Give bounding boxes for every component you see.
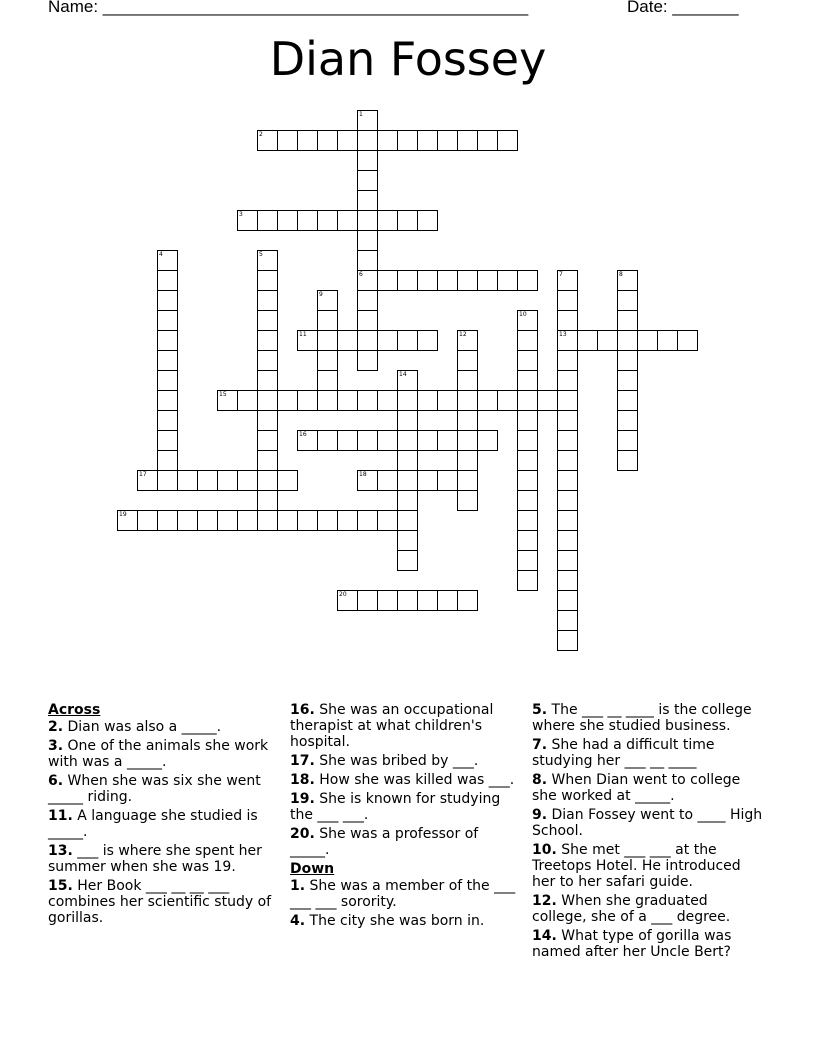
crossword-cell[interactable] (377, 210, 398, 231)
clue-down-10: 10. She met ___ ___ at the Treetops Hotel. He introduced her to her safari guide. (532, 842, 741, 890)
crossword-cell[interactable] (377, 270, 398, 291)
crossword-cell[interactable] (337, 210, 358, 231)
clue-number: 16 (299, 431, 307, 438)
clue-down-9: 9. Dian Fossey went to ____ High School. (532, 807, 763, 839)
crossword-cell[interactable] (297, 130, 318, 151)
page-title: Dian Fossey (269, 32, 547, 86)
crossword-cell[interactable] (257, 410, 278, 431)
crossword-cell[interactable] (457, 330, 478, 351)
crossword-cell[interactable] (557, 310, 578, 331)
crossword-cell[interactable] (517, 270, 538, 291)
crossword-cell[interactable] (317, 510, 338, 531)
crossword-cell[interactable] (357, 510, 378, 531)
crossword-cell[interactable] (417, 210, 438, 231)
crossword-cell[interactable] (517, 470, 538, 491)
crossword-cell[interactable] (357, 330, 378, 351)
crossword-cell[interactable] (457, 430, 478, 451)
crossword-cell[interactable] (617, 390, 638, 411)
crossword-cell[interactable] (357, 350, 378, 371)
crossword-cell[interactable] (437, 130, 458, 151)
crossword-cell[interactable] (397, 410, 418, 431)
crossword-cell[interactable] (457, 590, 478, 611)
clue-number: 11 (299, 331, 307, 338)
crossword-cell[interactable] (257, 270, 278, 291)
crossword-cell[interactable] (397, 130, 418, 151)
crossword-cell[interactable] (157, 330, 178, 351)
clue-number: 6 (359, 271, 363, 278)
clue-number: 7 (559, 271, 563, 278)
clue-number: 14 (399, 371, 407, 378)
clue-down-7: 7. She had a difficult time studying her ___ __ ____ (532, 737, 715, 769)
crossword-cell[interactable] (557, 270, 578, 291)
crossword-cell[interactable] (417, 590, 438, 611)
crossword-cell[interactable] (277, 130, 298, 151)
crossword-cell[interactable] (157, 370, 178, 391)
clue-down-1: 1. She was a member of the ___ ___ ___ sorority. (290, 878, 516, 910)
crossword-cell[interactable] (397, 390, 418, 411)
clue-across-3: 3. One of the animals she work with was a _____. (48, 738, 269, 770)
crossword-cell[interactable] (257, 470, 278, 491)
crossword-cell[interactable] (357, 250, 378, 271)
crossword-cell[interactable] (337, 590, 358, 611)
crossword-cell[interactable] (277, 510, 298, 531)
crossword-cell[interactable] (397, 430, 418, 451)
crossword-cell[interactable] (617, 310, 638, 331)
crossword-cell[interactable] (117, 510, 138, 531)
clue-down-8: 8. When Dian went to college she worked at _____. (532, 772, 741, 804)
crossword-cell[interactable] (357, 390, 378, 411)
clue-across-6: 6. When she was six she went _____ riding. (48, 773, 261, 805)
crossword-cell[interactable] (457, 270, 478, 291)
clue-number: 9 (319, 291, 323, 298)
crossword-cell[interactable] (377, 330, 398, 351)
crossword-cell[interactable] (517, 550, 538, 571)
crossword-cell[interactable] (357, 150, 378, 171)
crossword-cell[interactable] (517, 350, 538, 371)
crossword-cell[interactable] (257, 130, 278, 151)
crossword-cell[interactable] (317, 310, 338, 331)
crossword-cell[interactable] (337, 510, 358, 531)
crossword-cell[interactable] (297, 210, 318, 231)
crossword-cell[interactable] (317, 130, 338, 151)
crossword-cell[interactable] (377, 590, 398, 611)
crossword-cell[interactable] (457, 470, 478, 491)
clue-across-20: 20. She was a professor of _____. (290, 826, 479, 858)
crossword-cell[interactable] (277, 470, 298, 491)
clue-number: 2 (259, 131, 263, 138)
crossword-cell[interactable] (437, 470, 458, 491)
crossword-cell[interactable] (357, 110, 378, 131)
crossword-cell[interactable] (397, 270, 418, 291)
crossword-cell[interactable] (377, 470, 398, 491)
crossword-cell[interactable] (157, 270, 178, 291)
crossword-cell[interactable] (357, 210, 378, 231)
crossword-cell[interactable] (377, 390, 398, 411)
crossword-cell[interactable] (257, 510, 278, 531)
crossword-cell[interactable] (257, 350, 278, 371)
crossword-cell[interactable] (517, 430, 538, 451)
crossword-cell[interactable] (237, 390, 258, 411)
clue-number: 12 (459, 331, 467, 338)
clues-column-3 (532, 702, 764, 963)
crossword-cell[interactable] (397, 330, 418, 351)
crossword-cell[interactable] (197, 510, 218, 531)
crossword-cell[interactable] (617, 330, 638, 351)
crossword-cell[interactable] (397, 490, 418, 511)
across-heading: Across (48, 702, 101, 718)
crossword-cell[interactable] (417, 430, 438, 451)
crossword-cell[interactable] (497, 270, 518, 291)
crossword-cell[interactable] (517, 310, 538, 331)
crossword-cell[interactable] (557, 330, 578, 351)
clue-down-14: 14. What type of gorilla was named after her Uncle Bert? (532, 928, 732, 960)
crossword-cell[interactable] (457, 390, 478, 411)
crossword-cell[interactable] (277, 390, 298, 411)
crossword-cell[interactable] (557, 350, 578, 371)
crossword-cell[interactable] (217, 470, 238, 491)
crossword-cell[interactable] (217, 510, 238, 531)
crossword-cell[interactable] (257, 370, 278, 391)
clue-down-12: 12. When she graduated college, she of a ___ degree. (532, 893, 731, 925)
crossword-cell[interactable] (557, 550, 578, 571)
crossword-cell[interactable] (197, 470, 218, 491)
clues-column-2 (290, 702, 522, 932)
crossword-cell[interactable] (337, 390, 358, 411)
clue-number: 3 (239, 211, 243, 218)
crossword-cell[interactable] (157, 350, 178, 371)
crossword-cell[interactable] (617, 450, 638, 471)
crossword-cell[interactable] (297, 430, 318, 451)
crossword-cell[interactable] (517, 530, 538, 551)
crossword-cell[interactable] (417, 330, 438, 351)
crossword-cell[interactable] (557, 530, 578, 551)
crossword-cell[interactable] (217, 390, 238, 411)
crossword-cell[interactable] (357, 230, 378, 251)
crossword-cell[interactable] (397, 450, 418, 471)
crossword-cell[interactable] (437, 270, 458, 291)
crossword-cell[interactable] (517, 450, 538, 471)
crossword-cell[interactable] (557, 290, 578, 311)
clue-across-15: 15. Her Book ___ __ __ ___ combines her scientific study of gorillas. (48, 878, 272, 926)
crossword-cell[interactable] (397, 550, 418, 571)
crossword-cell[interactable] (137, 510, 158, 531)
crossword-cell[interactable] (357, 310, 378, 331)
crossword-cell[interactable] (257, 250, 278, 271)
clue-number: 5 (259, 251, 263, 258)
crossword-cell[interactable] (557, 610, 578, 631)
crossword-cell[interactable] (457, 130, 478, 151)
clue-number: 17 (139, 471, 147, 478)
clue-across-11: 11. A language she studied is _____. (48, 808, 258, 840)
crossword-cell[interactable] (157, 510, 178, 531)
crossword-cell[interactable] (237, 510, 258, 531)
crossword-cell[interactable] (177, 470, 198, 491)
crossword-cell[interactable] (537, 390, 558, 411)
date-field-label: Date: _______ (627, 0, 739, 16)
clue-down-4: 4. The city she was born in. (290, 913, 485, 929)
down-heading: Down (290, 861, 335, 877)
clue-number: 1 (359, 111, 363, 118)
crossword-cell[interactable] (397, 210, 418, 231)
clue-across-16: 16. She was an occupational therapist at what children's hospital. (290, 702, 494, 750)
crossword-cell[interactable] (557, 630, 578, 651)
crossword-cell[interactable] (457, 410, 478, 431)
crossword-cell[interactable] (257, 330, 278, 351)
clue-across-18: 18. How she was killed was ___. (290, 772, 515, 788)
crossword-cell[interactable] (177, 510, 198, 531)
crossword-cell[interactable] (617, 270, 638, 291)
crossword-cell[interactable] (617, 430, 638, 451)
crossword-cell[interactable] (237, 210, 258, 231)
crossword-cell[interactable] (157, 310, 178, 331)
clue-across-2: 2. Dian was also a _____. (48, 719, 222, 735)
crossword-cell[interactable] (417, 130, 438, 151)
crossword-cell[interactable] (397, 510, 418, 531)
crossword-cell[interactable] (357, 130, 378, 151)
crossword-cell[interactable] (377, 130, 398, 151)
crossword-cell[interactable] (517, 510, 538, 531)
crossword-cell[interactable] (457, 370, 478, 391)
crossword-cell[interactable] (397, 370, 418, 391)
crossword-cell[interactable] (257, 490, 278, 511)
crossword-cell[interactable] (317, 210, 338, 231)
crossword-cell[interactable] (257, 450, 278, 471)
crossword-cell[interactable] (517, 330, 538, 351)
crossword-cell[interactable] (437, 590, 458, 611)
crossword-cell[interactable] (397, 530, 418, 551)
crossword-cell[interactable] (477, 270, 498, 291)
crossword-cell[interactable] (377, 430, 398, 451)
crossword-cell[interactable] (457, 490, 478, 511)
crossword-cell[interactable] (317, 390, 338, 411)
clues-column-1 (48, 702, 280, 929)
crossword-cell[interactable] (157, 390, 178, 411)
clue-number: 4 (159, 251, 163, 258)
clue-across-17: 17. She was bribed by ___. (290, 753, 479, 769)
crossword-cell[interactable] (617, 370, 638, 391)
crossword-cell[interactable] (417, 390, 438, 411)
crossword-cell[interactable] (317, 430, 338, 451)
crossword-cell[interactable] (617, 410, 638, 431)
clue-number: 18 (359, 471, 367, 478)
crossword-cell[interactable] (337, 330, 358, 351)
crossword-cell[interactable] (457, 450, 478, 471)
crossword-cell[interactable] (357, 270, 378, 291)
crossword-cell[interactable] (357, 470, 378, 491)
crossword-cell[interactable] (297, 330, 318, 351)
crossword-cell[interactable] (677, 330, 698, 351)
crossword-cell[interactable] (397, 590, 418, 611)
crossword-cell[interactable] (157, 430, 178, 451)
crossword-cell[interactable] (417, 270, 438, 291)
crossword-cell[interactable] (357, 590, 378, 611)
crossword-cell[interactable] (157, 470, 178, 491)
crossword-cell[interactable] (357, 190, 378, 211)
crossword-cell[interactable] (557, 510, 578, 531)
crossword-cell[interactable] (257, 210, 278, 231)
crossword-cell[interactable] (397, 470, 418, 491)
crossword-cell[interactable] (157, 250, 178, 271)
crossword-cell[interactable] (557, 590, 578, 611)
clue-number: 20 (339, 591, 347, 598)
clue-number: 10 (519, 311, 527, 318)
crossword-cell[interactable] (317, 290, 338, 311)
clue-number: 19 (119, 511, 127, 518)
crossword-cell[interactable] (157, 410, 178, 431)
crossword-cell[interactable] (137, 470, 158, 491)
crossword-cell[interactable] (517, 490, 538, 511)
crossword-cell[interactable] (257, 430, 278, 451)
crossword-cell[interactable] (417, 470, 438, 491)
crossword-cell[interactable] (657, 330, 678, 351)
crossword-cell[interactable] (317, 330, 338, 351)
crossword-cell[interactable] (157, 450, 178, 471)
crossword-cell[interactable] (557, 570, 578, 591)
crossword-cell[interactable] (557, 410, 578, 431)
crossword-cell[interactable] (477, 130, 498, 151)
crossword-cell[interactable] (497, 130, 518, 151)
name-field-label: Name: _____________________________________________ (48, 0, 529, 16)
crossword-cell[interactable] (517, 390, 538, 411)
crossword-cell[interactable] (337, 130, 358, 151)
crossword-cell[interactable] (477, 430, 498, 451)
crossword-cell[interactable] (157, 290, 178, 311)
crossword-cell[interactable] (517, 370, 538, 391)
crossword-cell[interactable] (557, 450, 578, 471)
crossword-cell[interactable] (457, 350, 478, 371)
crossword-cell[interactable] (517, 570, 538, 591)
crossword-cell[interactable] (557, 470, 578, 491)
crossword-cell[interactable] (357, 170, 378, 191)
crossword-cell[interactable] (437, 430, 458, 451)
crossword-cell[interactable] (317, 370, 338, 391)
clue-number: 8 (619, 271, 623, 278)
crossword-cell[interactable] (357, 290, 378, 311)
crossword-cell[interactable] (577, 330, 598, 351)
clue-across-19: 19. She is known for studying the ___ ___. (290, 791, 501, 823)
clue-across-13: 13. ___ is where she spent her summer when she was 19. (48, 843, 262, 875)
crossword-cell[interactable] (617, 350, 638, 371)
clue-number: 15 (219, 391, 227, 398)
crossword-cell[interactable] (437, 390, 458, 411)
clue-down-5: 5. The ___ __ ____ is the college where she studied business. (532, 702, 752, 734)
crossword-cell[interactable] (357, 430, 378, 451)
crossword-cell[interactable] (317, 350, 338, 371)
crossword-cell[interactable] (557, 430, 578, 451)
crossword-cell[interactable] (617, 290, 638, 311)
crossword-cell[interactable] (377, 510, 398, 531)
crossword-cell[interactable] (557, 490, 578, 511)
crossword-cell[interactable] (297, 510, 318, 531)
crossword-cell[interactable] (597, 330, 618, 351)
crossword-cell[interactable] (237, 470, 258, 491)
crossword-cell[interactable] (517, 410, 538, 431)
crossword-cell[interactable] (257, 390, 278, 411)
crossword-cell[interactable] (557, 370, 578, 391)
crossword-cell[interactable] (297, 390, 318, 411)
crossword-cell[interactable] (257, 290, 278, 311)
crossword-cell[interactable] (637, 330, 658, 351)
crossword-cell[interactable] (557, 390, 578, 411)
crossword-cell[interactable] (277, 210, 298, 231)
crossword-cell[interactable] (497, 390, 518, 411)
clue-number: 13 (559, 331, 567, 338)
crossword-cell[interactable] (337, 430, 358, 451)
crossword-cell[interactable] (477, 390, 498, 411)
crossword-cell[interactable] (257, 310, 278, 331)
